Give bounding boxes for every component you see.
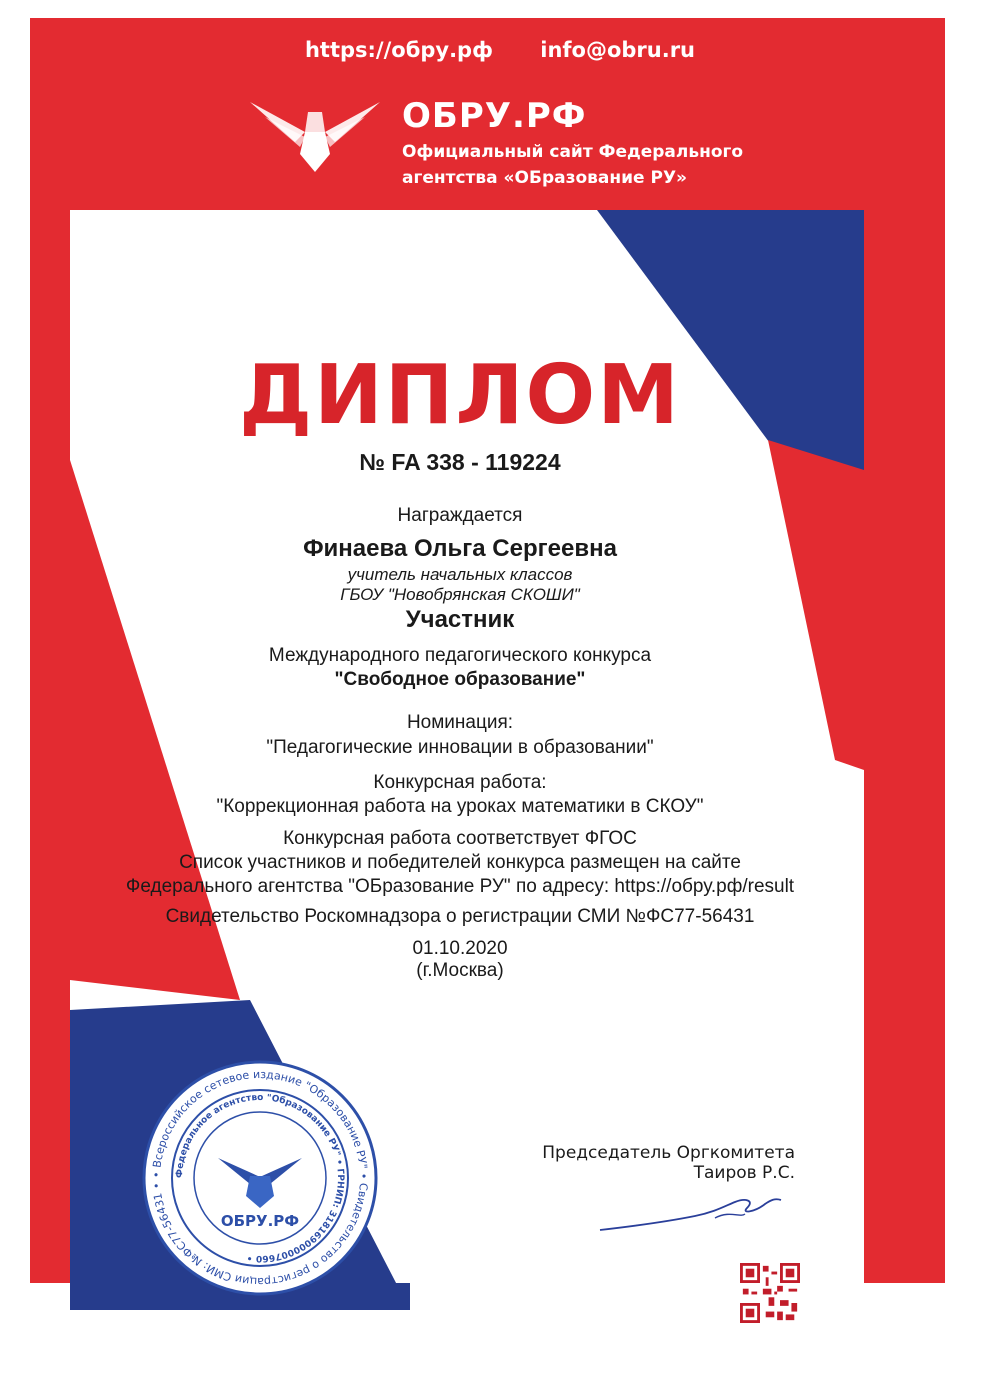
handwritten-signature: [595, 1188, 785, 1238]
results-line-2: Федерального агентства "ОБразование РУ" по адресу: https://обру.рф/result: [125, 876, 795, 897]
date: 01.10.2020: [412, 938, 508, 959]
contest-line: Международного педагогического конкурса: [268, 645, 652, 666]
nomination-value: "Педагогические инновации в образовании": [266, 737, 654, 758]
status-label: Участник: [405, 606, 515, 633]
brand-block: [402, 96, 743, 188]
signature-block: [542, 1143, 795, 1183]
work-label: Конкурсная работа:: [373, 772, 547, 793]
contest-name: "Свободное образование": [334, 669, 586, 690]
signature-name: Таиров Р.С.: [693, 1163, 795, 1183]
brand-subtitle-1: Официальный сайт Федерального: [402, 142, 744, 162]
recipient-position: учитель начальных классов: [347, 565, 573, 584]
certificate-line: Свидетельство Роскомнадзора о регистрации СМИ №ФС77-56431: [165, 906, 755, 927]
awarded-label: Награждается: [397, 505, 523, 526]
header-email[interactable]: info@obru.ru: [540, 38, 696, 62]
diploma-title: ДИПЛОМ: [239, 348, 681, 443]
header-links: [0, 38, 1000, 62]
brand-name: ОБРУ.РФ: [402, 96, 587, 136]
results-line-1: Список участников и победителей конкурса размещен на сайте: [179, 852, 741, 873]
recipient-organization: ГБОУ "Новобрянская СКОШИ": [340, 585, 580, 604]
stamp-brand: ОБРУ.РФ: [220, 1212, 300, 1230]
work-value: "Коррекционная работа на уроках математики в СКОУ": [216, 796, 704, 817]
brand-subtitle-2: агентства «ОБразование РУ»: [402, 168, 688, 188]
stamp-outer-text: • Всероссийское сетевое издание "Образование РУ" • Свидетельство о регистрации СМИ: №ФС77-56431 •: [149, 1067, 371, 1289]
stamp-inner-text: Федеральное агентство "Образование РУ" • ГРНИП: 318169000007660 •: [174, 1092, 346, 1264]
diploma-number: № FA 338 - 119224: [359, 449, 561, 475]
seal-stamp: [140, 1058, 380, 1298]
signature-role: Председатель Оргкомитета: [542, 1143, 795, 1163]
qr-code-icon: [740, 1263, 800, 1323]
nomination-label: Номинация:: [406, 712, 514, 733]
recipient-name: Финаева Ольга Сергеевна: [303, 535, 617, 562]
eagle-logo-icon: [250, 92, 380, 172]
header-url[interactable]: https://обру.рф: [304, 38, 493, 62]
city: (г.Москва): [416, 960, 504, 981]
fgos-line: Конкурсная работа соответствует ФГОС: [283, 828, 637, 849]
